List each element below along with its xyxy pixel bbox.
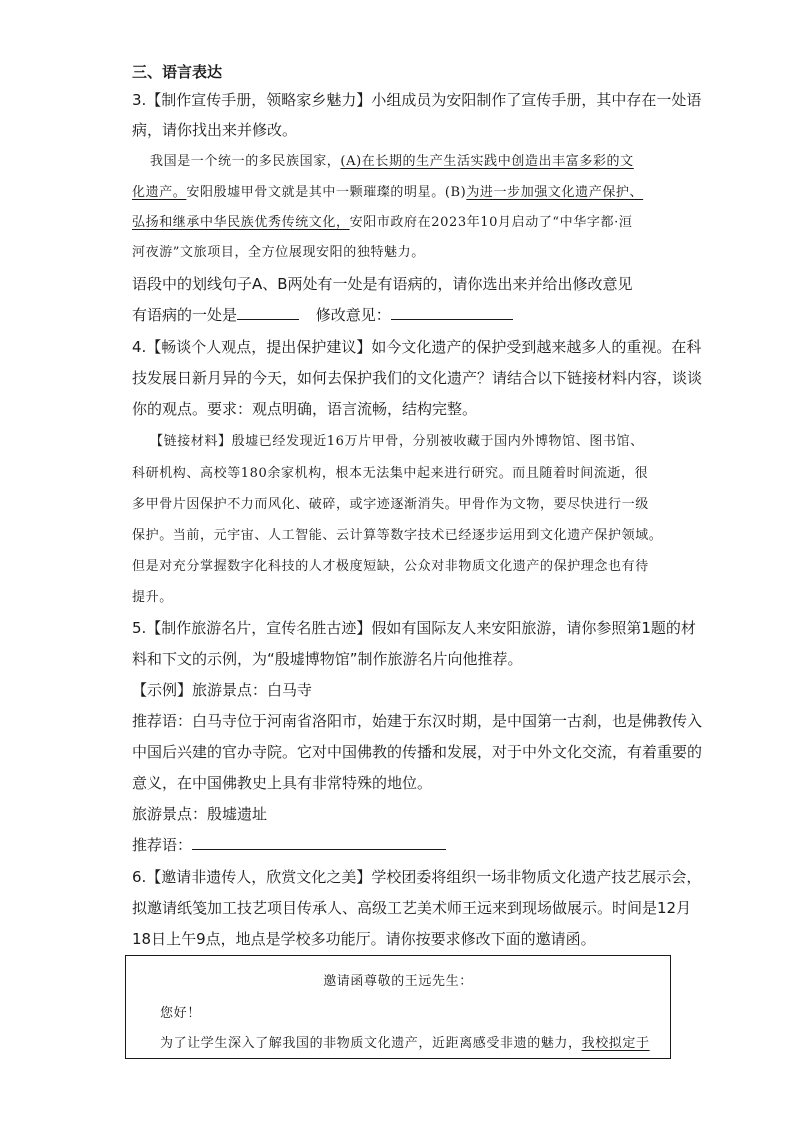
q3-sentence-a: (A)在长期的生产生活实践中创造出丰富多彩的文 xyxy=(340,154,634,169)
letter-body-underlined: 我校拟定于 xyxy=(581,1036,650,1051)
q3-answer-label: 有语病的一处是 xyxy=(132,306,238,324)
q4-material-line: 保护。当前，元宇宙、人工智能、云计算等数字技术已经逐步运用到文化遗产保护领域。 xyxy=(132,528,663,543)
q5-example-line: 意义，在中国佛教史上具有非常特殊的地位。 xyxy=(132,774,433,792)
letter-body-text: 为了让学生深入了解我国的非物质文化遗产，近距离感受非遗的魅力， xyxy=(160,1036,582,1051)
q4-prompt-line-2: 技发展日新月异的今天，如何去保护我们的文化遗产？请结合以下链接材料内容，谈谈 xyxy=(132,369,703,387)
q6-prompt-line-1: 6.【邀请非遗传人，欣赏文化之美】学校团委将组织一场非物质文化遗产技艺展示会， xyxy=(132,868,702,886)
q5-prompt-line-2: 料和下文的示例，为“殷墟博物馆”制作旅游名片向他推荐。 xyxy=(132,650,523,668)
q3-passage-line-2 xyxy=(132,183,643,203)
q3-answer-line xyxy=(132,305,513,325)
q6-prompt-line-2: 拟邀请纸笺加工技艺项目传承人、高级工艺美术师王远来到现场做展示。时间是12月 xyxy=(132,899,692,917)
q6-prompt-line-3: 18日上午9点，地点是学校多功能厅。请你按要求修改下面的邀请函。 xyxy=(132,930,596,948)
q3-fix-blank[interactable] xyxy=(391,305,513,320)
q4-material-line: 科研机构、高校等180余家机构，根本无法集中起来进行研究。而且随着时间流逝，很 xyxy=(132,466,649,481)
letter-greeting: 您好！ xyxy=(160,1006,201,1021)
q3-passage-text: 安阳殷墟甲骨文就是其中一颗璀璨的明星。 xyxy=(186,185,445,200)
q4-prompt-line-3: 你的观点。要求：观点明确，语言流畅，结构完整。 xyxy=(132,400,478,418)
q4-prompt-line-1: 4.【畅谈个人观点，提出保护建议】如今文化遗产的保护受到越来越多人的重视。在科 xyxy=(132,338,702,356)
q5-recommend-blank[interactable] xyxy=(192,835,446,850)
q5-spot: 旅游景点：殷墟遗址 xyxy=(132,805,268,823)
q5-recommend-label: 推荐语： xyxy=(132,836,193,854)
q5-prompt-line-1: 5.【制作旅游名片，宣传名胜古迹】假如有国际友人来安阳旅游，请你参照第1题的材 xyxy=(132,619,696,637)
q4-material-line: 多甲骨片因保护不力而风化、破碎，或字迹逐渐消失。甲骨作为文物，要尽快进行一级 xyxy=(132,497,649,512)
q3-sentence-b-end: 弘扬和继承中华民族优秀传统文化， xyxy=(132,215,350,230)
q3-passage-text: 安阳市政府在2023年10月启动了“中华字都·洹 xyxy=(349,215,633,230)
q3-passage-line-3 xyxy=(132,213,632,233)
q5-example-line: 推荐语：白马寺位于河南省洛阳市，始建于东汉时期，是中国第一古刹，也是佛教传入 xyxy=(132,712,703,730)
q3-passage-text: 我国是一个统一的多民族国家， xyxy=(150,154,341,169)
section-title: 三、语言表达 xyxy=(132,63,223,81)
q3-prompt-line-1: 3.【制作宣传手册，领略家乡魅力】小组成员为安阳制作了宣传手册，其中存在一处语 xyxy=(132,91,702,109)
letter-title: 邀请函尊敬的王远先生： xyxy=(323,974,473,989)
letter-body xyxy=(160,1032,650,1051)
invitation-letter-box xyxy=(125,955,671,1059)
q3-passage-line-4: 河夜游”文旅项目，全方位展现安阳的独特魅力。 xyxy=(132,245,425,260)
q3-answer-blank[interactable] xyxy=(237,305,299,320)
q3-prompt-line-2: 病，请你找出来并修改。 xyxy=(132,121,298,139)
q4-material-line: 【链接材料】殷墟已经发现近16万片甲骨，分别被收藏于国内外博物馆、图书馆、 xyxy=(150,434,644,449)
q3-sentence-b: 为进一步加强文化遗产保护、 xyxy=(466,185,644,200)
q5-recommend-line xyxy=(132,835,446,855)
q5-example-label: 【示例】旅游景点：白马寺 xyxy=(132,681,313,699)
q3-instruction: 语段中的划线句子A、B两处有一处是有语病的，请你选出来并给出修改意见 xyxy=(132,275,633,293)
q4-material-line: 提升。 xyxy=(132,590,173,605)
q3-label-b: (B) xyxy=(444,185,467,200)
q4-material-line: 但是对充分掌握数字化科技的人才极度短缺，公众对非物质文化遗产的保护理念也有待 xyxy=(132,559,649,574)
q5-example-line: 中国后兴建的官办寺院。它对中国佛教的传播和发展，对于中外文化交流，有着重要的 xyxy=(132,743,703,761)
q3-sentence-a-end: 化遗产。 xyxy=(132,185,187,200)
q3-passage-line-1 xyxy=(150,152,634,172)
q3-fix-label: 修改意见： xyxy=(315,306,391,324)
